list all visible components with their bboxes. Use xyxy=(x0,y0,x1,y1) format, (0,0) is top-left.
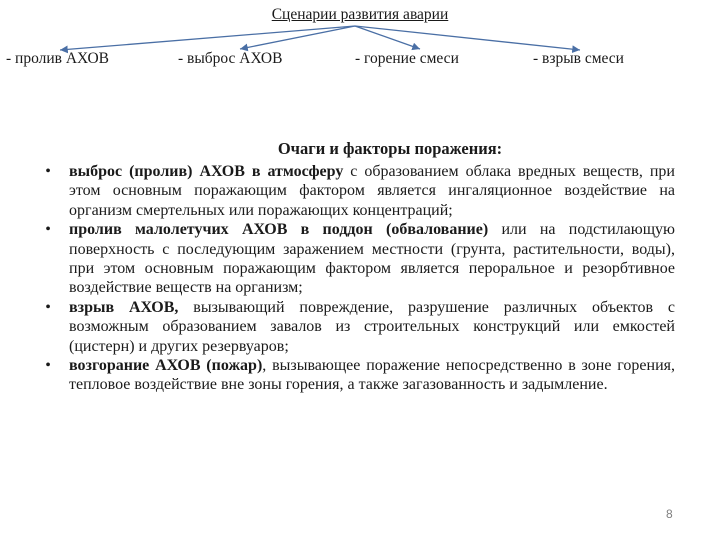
scenario-spill: - пролив АХОВ xyxy=(6,50,109,67)
arrow-to-scenario-1 xyxy=(60,26,355,50)
diagram-title: Сценарии развития аварии xyxy=(271,6,449,23)
bullet-mark: • xyxy=(45,221,51,239)
factor-bold: взрыв АХОВ, xyxy=(69,298,179,316)
factors-heading: Очаги и факторы поражения: xyxy=(277,139,503,158)
factor-bold: выброс (пролив) АХОВ в атмосферу xyxy=(69,163,344,180)
scenario-combustion: - горение смеси xyxy=(355,50,459,67)
bullet-mark: • xyxy=(45,163,51,180)
list-item xyxy=(42,356,675,395)
scenario-explosion: - взрыв смеси xyxy=(533,50,624,67)
factor-bold: пролив малолетучих АХОВ в поддон (обвалование) xyxy=(69,221,489,239)
factor-text: , вызывающее поражение непосредственно в зоне горения, тепловое воздействие вне зоны горения, а также загазованность и задымление. xyxy=(69,357,675,394)
page-number: 8 xyxy=(666,507,673,521)
bullet-mark: • xyxy=(45,357,51,375)
bullet-mark: • xyxy=(45,298,51,316)
factor-text: или на подстилающую поверхность с последующим заражением местности (грунта, растительности, воды), при этом основным поражающим фактором является пероральное и резорбтивное воздействие веществ на организм; xyxy=(69,221,675,297)
list-item xyxy=(42,220,675,298)
factor-text: вызывающий повреждение, разрушение различных объектов с возможным образованием завалов из строительных конструкций или емкостей (цистерн) и других резервуаров; xyxy=(69,298,676,355)
scenario-arrows xyxy=(0,0,720,80)
factor-bold: возгорание АХОВ (пожар) xyxy=(69,357,263,375)
list-item xyxy=(42,298,675,356)
scenario-release: - выброс АХОВ xyxy=(178,50,283,67)
arrow-to-scenario-2 xyxy=(240,26,355,49)
list-item xyxy=(42,162,675,220)
factors-list xyxy=(42,162,675,395)
factor-text: с образованием облака вредных веществ, при этом основным поражающим фактором является ингаляционное воздействие на организм смертельных или поражающих концентраций; xyxy=(69,163,675,219)
